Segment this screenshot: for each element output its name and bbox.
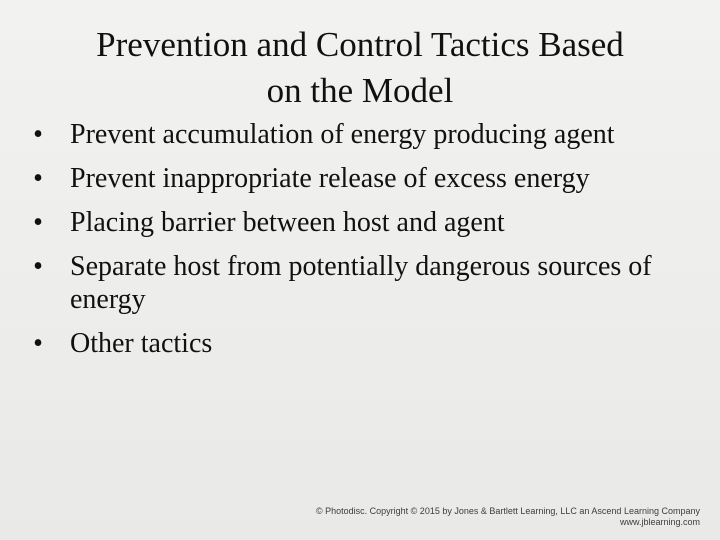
bullet-icon: •	[33, 251, 43, 282]
bullet-item	[28, 118, 688, 151]
copyright-footer	[316, 506, 700, 528]
bullet-list	[28, 118, 688, 371]
bullet-item	[28, 206, 688, 239]
bullet-icon: •	[33, 207, 43, 238]
bullet-item	[28, 250, 688, 316]
bullet-text: Placing barrier between host and agent	[70, 207, 505, 238]
bullet-item	[28, 162, 688, 195]
copyright-text: © Photodisc. Copyright © 2015 by Jones & Bartlett Learning, LLC an Ascend Learning Company	[316, 506, 700, 516]
bullet-text: Prevent inappropriate release of excess energy	[70, 163, 590, 194]
bullet-icon: •	[33, 163, 43, 194]
title-line-1: Prevention and Control Tactics Based	[96, 25, 624, 64]
bullet-text: Other tactics	[70, 328, 213, 359]
bullet-icon: •	[33, 119, 43, 150]
bullet-text: Prevent accumulation of energy producing agent	[70, 119, 615, 150]
title-line-2: on the Model	[266, 71, 454, 110]
slide-title	[20, 22, 700, 114]
publisher-url: www.jblearning.com	[619, 517, 700, 527]
bullet-item	[28, 327, 688, 360]
bullet-text: Separate host from potentially dangerous sources of energy	[70, 251, 652, 315]
bullet-icon: •	[33, 328, 43, 359]
